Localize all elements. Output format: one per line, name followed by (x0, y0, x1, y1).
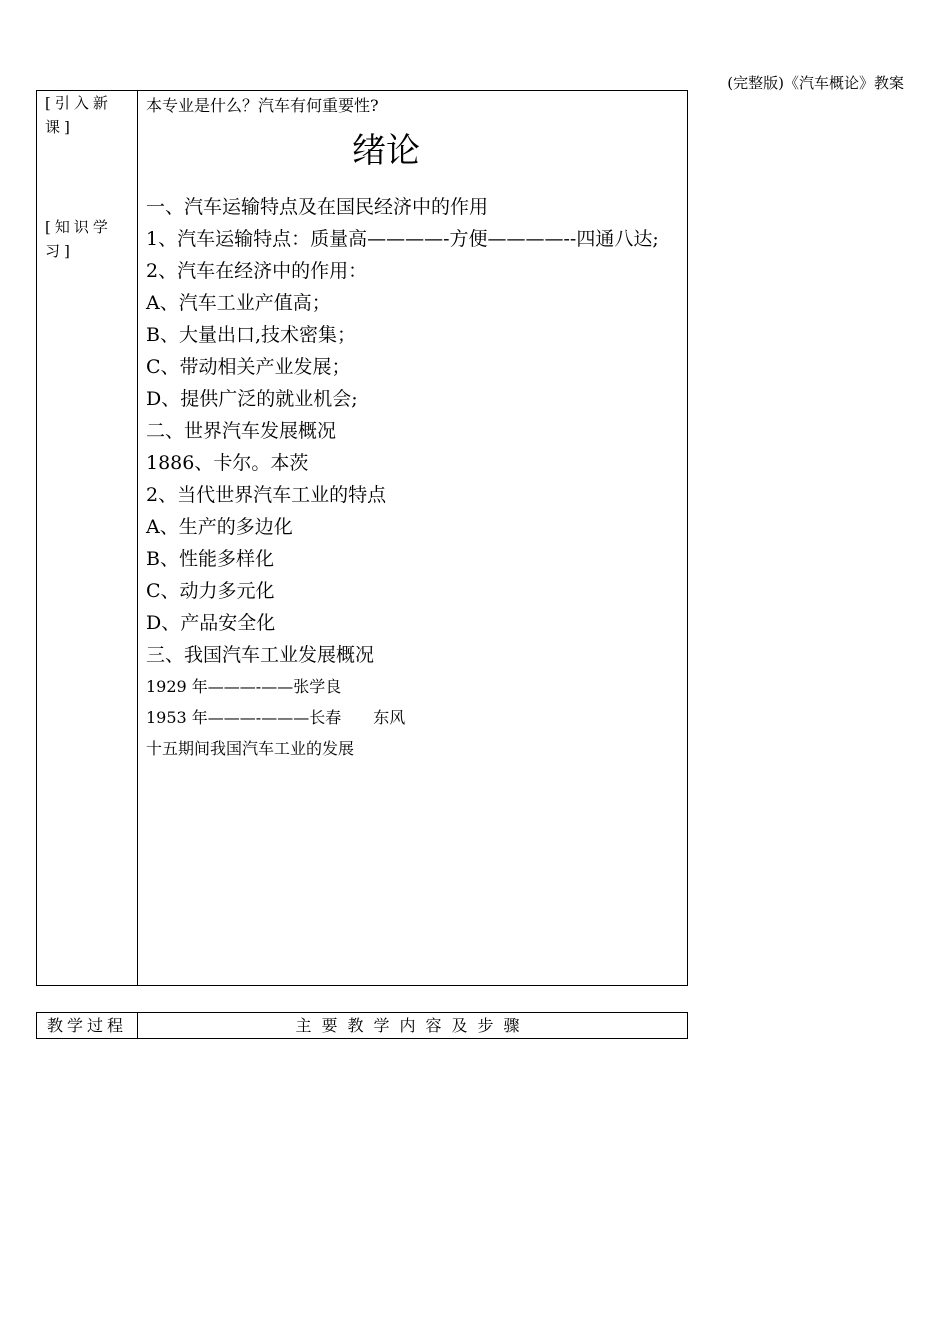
content-line: B、大量出口,技术密集； (146, 324, 357, 346)
intro-label: [引入新课] (45, 94, 112, 136)
content-line: 二、世界汽车发展概况 (146, 420, 337, 442)
teaching-process-label: 教学过程 (37, 1013, 138, 1038)
content-line: C、带动相关产业发展； (146, 356, 351, 378)
label-column (37, 91, 138, 985)
content-line: 1、汽车运输特点：质量高————-方便————--四通八达; (146, 228, 659, 250)
lesson-title: 绪论 (352, 131, 420, 171)
content-line: 1953 年———-———长春 东风 (146, 708, 406, 727)
content-line: 1886、卡尔。本茨 (146, 452, 309, 474)
content-line: 2、当代世界汽车工业的特点 (146, 484, 387, 506)
lesson-plan-table (36, 90, 688, 986)
content-line: D、产品安全化 (146, 612, 276, 634)
document-header-note: (完整版)《汽车概论》教案 (727, 74, 904, 92)
content-line: 2、汽车在经济中的作用： (146, 260, 368, 282)
content-lines (146, 191, 659, 764)
content-line: B、性能多样化 (146, 548, 274, 570)
content-line: 十五期间我国汽车工业的发展 (146, 739, 355, 758)
process-header-table (36, 1012, 688, 1039)
content-line: D、提供广泛的就业机会; (146, 388, 358, 410)
content-line: 一、汽车运输特点及在国民经济中的作用 (146, 196, 489, 218)
intro-question: 本专业是什么？汽车有何重要性? (146, 96, 379, 115)
knowledge-label: [知识学习] (45, 218, 112, 260)
content-line: A、汽车工业产值高； (146, 292, 331, 314)
main-content-steps-label: 主要教学内容及步骤 (295, 1016, 530, 1035)
content-line: 1929 年———-——张学良 (146, 677, 342, 696)
content-line: A、生产的多边化 (146, 516, 293, 538)
content-line: C、动力多元化 (146, 580, 275, 602)
content-line: 三、我国汽车工业发展概况 (146, 644, 375, 666)
